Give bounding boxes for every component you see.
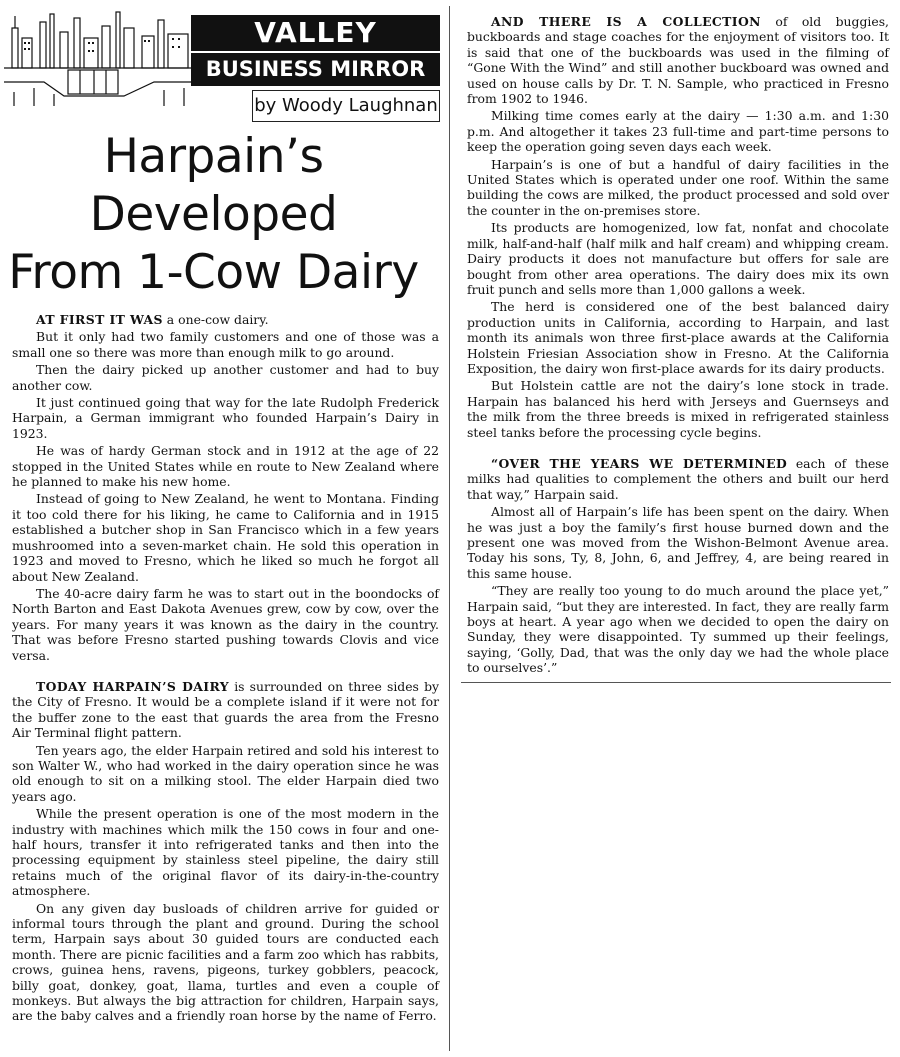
article-paragraph — [455, 157, 895, 219]
section-break — [0, 663, 445, 679]
paragraph-text: Its products are homogenized, low fat, nonfat and chocolate milk, half-and-half (half milk and half cream) and whipping cream. Dairy products it does not manufacture but offers for sale are bought from other area operations. The dairy does mix its own fruit punch and sells more than 1,000 gallons a week. — [467, 220, 889, 297]
byline: by Woody Laughnan — [252, 90, 440, 122]
masthead-title-valley: VALLEY — [191, 15, 440, 51]
paragraph-lead-in: “OVER THE YEARS WE DETERMINED — [491, 455, 788, 471]
article-paragraph — [0, 329, 445, 360]
article-paragraph — [0, 586, 445, 663]
right-column — [455, 14, 895, 683]
paragraph-text: He was of hardy German stock and in 1912 at the age of 22 stopped in the United States while en route to New Zealand where he planned to make his new home. — [12, 443, 439, 490]
section-break — [455, 440, 895, 456]
left-article-body — [0, 312, 445, 1024]
article-paragraph — [0, 491, 445, 583]
article-paragraph — [455, 378, 895, 440]
article-paragraph — [455, 14, 895, 106]
left-column — [0, 0, 445, 1024]
paragraph-text: of old buggies, buckboards and stage coaches for the enjoyment of visitors too. It is said that one of the buckboards was used in the filming of “Gone With the Wind” and still another buckboard was owned and used on house calls by Dr. T. N. Sample, who practiced in Fresno from 1902 to 1946. — [467, 14, 889, 107]
masthead — [0, 0, 445, 122]
article-paragraph — [0, 443, 445, 489]
paragraph-text: The 40-acre dairy farm he was to start out in the boondocks of North Barton and East Dakota Avenues grew, cow by cow, over the years. For many years it was known as the dairy in the country. That was before Fresno started pushing towards Clovis and vice versa. — [12, 585, 439, 663]
paragraph-text: Instead of going to New Zealand, he went to Montana. Finding it too cold there for his liking, he came to California and in 1915 established a butcher shop in San Francisco which in a few years mushroomed into a seven-market chain. He sold this operation in 1923 and moved to Fresno, which he liked so much he forgot all about New Zealand. — [12, 491, 439, 584]
article-paragraph — [455, 108, 895, 154]
paragraph-text: Ten years ago, the elder Harpain retired and sold his interest to son Walter W., who had worked in the dairy operation since he was old enough to sit on a milking stool. The elder Harpain died two years ago. — [12, 742, 439, 804]
article-paragraph — [0, 312, 445, 327]
paragraph-text: Almost all of Harpain’s life has been spent on the dairy. When he was just a boy the family’s first house burned down and the present one was moved from the Wishon-Belmont Avenue area. Today his sons, Ty, 8, John, 6, and Jeffrey, 4, are being reared in this same house. — [467, 504, 889, 581]
paragraph-text: But it only had two family customers and one of those was a small one so there was more than enough milk to go around. — [12, 329, 439, 360]
paragraph-text: The herd is considered one of the best balanced dairy production units in California, according to Harpain, and last month its animals won three first-place awards at the California Holstein Friesian Association show in Fresno. At the California Exposition, the dairy won first-place awards for its dairy products. — [467, 299, 889, 376]
paragraph-text: is surrounded on three sides by the City of Fresno. It would be a complete island if it were not for the buffer zone to the east that guards the area from the Fresno Air Terminal flight pattern. — [12, 678, 439, 741]
paragraph-text: On any given day busloads of children arrive for guided or informal tours through the plant and ground. During the school term, Harpain says about 30 guided tours are conducted each month. There are picnic facilities and a farm zoo which has rabbits, crows, guinea hens, ravens, pigeons, turkey gobblers, peacock, billy goat, donkey, goat, llama, turtles and even a couple of monkeys. But always the big attraction for children, Harpain says, are the baby calves and a friendly roan horse by the name of Ferro. — [12, 900, 439, 1024]
article-paragraph — [0, 806, 445, 898]
paragraph-text: It just continued going that way for the late Rudolph Frederick Harpain, a German immigrant who founded Harpain’s Dairy in 1923. — [12, 395, 439, 441]
article-paragraph — [455, 504, 895, 581]
paragraph-lead-in: TODAY HARPAIN’S DAIRY — [36, 678, 230, 694]
paragraph-lead-in: AT FIRST IT WAS — [36, 312, 163, 327]
masthead-title-business-mirror: BUSINESS MIRROR — [191, 53, 440, 86]
article-paragraph — [455, 299, 895, 376]
paragraph-lead-in: AND THERE IS A COLLECTION — [491, 14, 761, 29]
paragraph-text: a one-cow dairy. — [162, 312, 269, 327]
city-skyline-illustration — [4, 8, 194, 108]
paragraph-text: each of these milks had qualities to complement the others and built our herd that way,” Harpain said. — [467, 455, 889, 502]
article-paragraph — [455, 583, 895, 675]
paragraph-text: Milking time comes early at the dairy — 1:30 a.m. and 1:30 p.m. And altogether it takes 23 full-time and part-time persons to keep the operation going seven days each week. — [467, 108, 889, 155]
article-paragraph — [0, 362, 445, 393]
article-paragraph — [0, 901, 445, 1024]
paragraph-text: But Holstein cattle are not the dairy’s lone stock in trade. Harpain has balanced his herd with Jerseys and Guernseys and the milk from the three breeds is mixed in refrigerated stainless steel tanks before the processing cycle begins. — [467, 378, 889, 440]
paragraph-text: “They are really too young to do much around the place yet,” Harpain said, “but they are interested. In fact, they are really farm boys at heart. A year ago when we decided to open the dairy on Sunday, they were disappointed. Ty summed up their feelings, saying, ‘Golly, Dad, that was the only day we had the whole place to ourselves’.” — [467, 583, 889, 676]
article-paragraph — [0, 395, 445, 441]
article-paragraph — [0, 679, 445, 741]
right-article-body — [455, 14, 895, 676]
article-paragraph — [0, 743, 445, 805]
article-end-rule — [461, 682, 891, 683]
paragraph-text: Harpain’s is one of but a handful of dairy facilities in the United States which is operated under one roof. Within the same building the cows are milked, the product processed and sold over the counter in the on-premises store. — [467, 156, 889, 218]
article-paragraph — [455, 220, 895, 297]
paragraph-text: Then the dairy picked up another customer and had to buy another cow. — [12, 362, 439, 393]
column-divider — [449, 6, 450, 1051]
paragraph-text: While the present operation is one of the most modern in the industry with machines which milk the 150 cows in four and one-half hours, transfer it into refrigerated tanks and then into the processing equipment by stainless steel pipeline, the dairy still retains much of the original flavor of its dairy-in-the-country atmosphere. — [12, 806, 439, 899]
headline: Harpain’s Developed From 1-Cow Dairy — [8, 129, 419, 300]
article-paragraph — [455, 456, 895, 502]
